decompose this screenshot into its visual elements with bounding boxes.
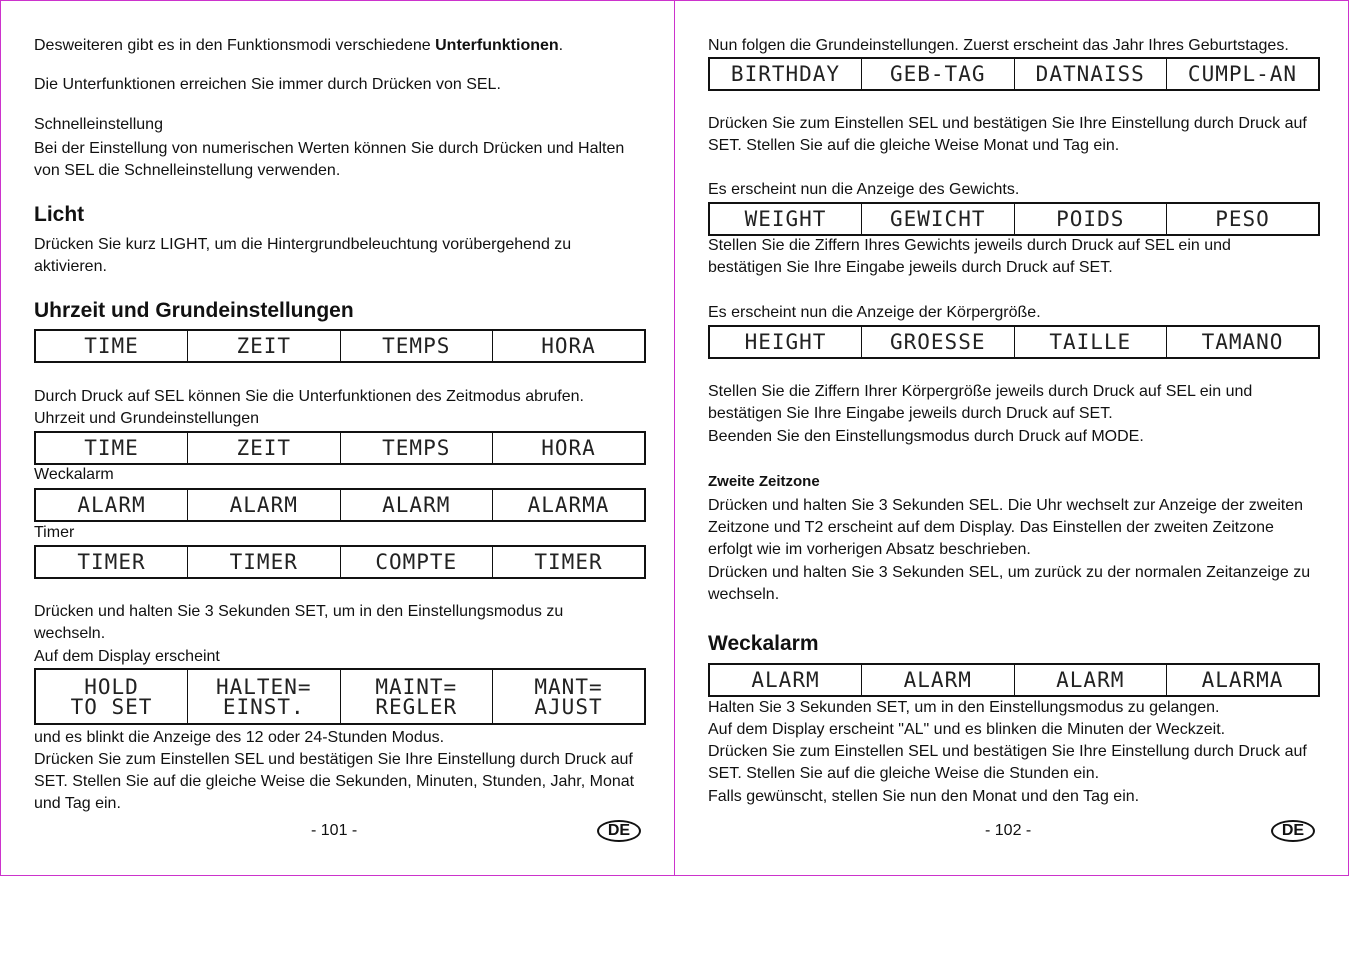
zeitzone-paragraph-1: Drücken und halten Sie 3 Sekunden SEL. Die Uhr wechselt zur Anzeige der zweiten Zeitzone und T2 erscheint auf dem Display. Das Einstellen der zweiten Zeitzone erfolgt wie im vorherigen Absatz beschrieben.: [708, 497, 1304, 558]
schnelleinstellung-text: Bei der Einstellung von numerischen Werten können Sie durch Drücken und Halten von SEL die Schnelleinstellung verwenden.: [34, 140, 625, 179]
einstellen-paragraph: Drücken Sie zum Einstellen SEL und bestätigen Sie Ihre Einstellung durch Druck auf SET. Stellen Sie auf die gleiche Weise die Sekunden, Minuten, Stunden, Jahr, Monat und Tag ein.: [34, 751, 635, 812]
page-number: - 101 -: [311, 822, 358, 839]
lcd-cell: GEB-TAG: [862, 58, 1015, 90]
lcd-table-alarm-right: [708, 663, 1320, 697]
lcd-cell: CUMPL-AN: [1167, 58, 1320, 90]
language-badge: DE: [597, 820, 641, 842]
lcd-cell: BIRTHDAY: [730, 62, 841, 86]
lcd-cell: TEMPS: [340, 330, 493, 362]
lcd-table-hold: [34, 668, 646, 725]
grund-paragraph: Nun folgen die Grundeinstellungen. Zuerst erscheint das Jahr Ihres Geburtstages.: [708, 37, 1289, 54]
gewicht-set-paragraph: Stellen Sie die Ziffern Ihres Gewichts jeweils durch Druck auf SEL ein und bestätigen Sie Ihre Eingabe jeweils durch Druck auf SET.: [708, 237, 1231, 276]
lcd-cell: HOLD TO SET: [70, 674, 153, 719]
gewicht-paragraph: Es erscheint nun die Anzeige des Gewichts.: [708, 181, 1020, 198]
lcd-table-weight: [708, 202, 1320, 236]
label-uhrzeit: Uhrzeit und Grundeinstellungen: [34, 410, 260, 427]
lcd-cell: TIME: [84, 334, 139, 358]
lcd-cell: MANT= AJUST: [493, 669, 646, 724]
lcd-cell: TIMER: [188, 546, 341, 578]
lcd-table-time: [34, 329, 646, 363]
lcd-cell: ALARMA: [1167, 664, 1320, 696]
lcd-table-height: [708, 325, 1320, 359]
lcd-cell: ZEIT: [188, 432, 341, 464]
blinkt-paragraph: und es blinkt die Anzeige des 12 oder 24-Stunden Modus.: [34, 729, 445, 746]
lcd-table-alarm: [34, 488, 646, 522]
sel-paragraph: Durch Druck auf SEL können Sie die Unterfunktionen des Zeitmodus abrufen.: [34, 388, 584, 405]
lcd-cell: GROESSE: [862, 326, 1015, 358]
lcd-cell: TIME: [84, 436, 139, 460]
language-badge: DE: [1271, 820, 1315, 842]
alarm-paragraph-3: Drücken Sie zum Einstellen SEL und bestätigen Sie Ihre Einstellung durch Druck auf SET. Stellen Sie auf die gleiche Weise die Stunden ein.: [708, 743, 1307, 782]
lcd-cell: COMPTE: [340, 546, 493, 578]
alarm-paragraph-4: Falls gewünscht, stellen Sie nun den Monat und den Tag ein.: [708, 788, 1140, 805]
subfunction-paragraph: Die Unterfunktionen erreichen Sie immer durch Drücken von SEL.: [34, 76, 501, 93]
lcd-table-time-2: [34, 431, 646, 465]
beenden-paragraph: Beenden Sie den Einstellungsmodus durch Druck auf MODE.: [708, 428, 1144, 445]
lcd-cell: ALARM: [340, 489, 493, 521]
alarm-paragraph-2: Auf dem Display erscheint "AL" und es blinken die Minuten der Weckzeit.: [708, 721, 1226, 738]
lcd-cell: TIMER: [493, 546, 646, 578]
lcd-cell: PESO: [1167, 203, 1320, 235]
schnelleinstellung-heading: Schnelleinstellung: [34, 116, 163, 133]
lcd-cell: ALARM: [862, 664, 1015, 696]
lcd-cell: HEIGHT: [744, 330, 827, 354]
lcd-cell: TAMANO: [1167, 326, 1320, 358]
lcd-cell: ALARMA: [493, 489, 646, 521]
intro-term: Unterfunktionen: [435, 37, 559, 54]
lcd-cell: HORA: [493, 330, 646, 362]
page-left: [0, 0, 675, 876]
groesse-paragraph: Es erscheint nun die Anzeige der Körpergröße.: [708, 304, 1041, 321]
lcd-table-birthday: [708, 57, 1320, 91]
licht-heading: Licht: [34, 203, 85, 226]
lcd-cell: TEMPS: [340, 432, 493, 464]
lcd-cell: TIMER: [77, 550, 146, 574]
intro-end: .: [558, 37, 564, 54]
zeitzone-paragraph-2: Drücken und halten Sie 3 Sekunden SEL, um zurück zu der normalen Zeitanzeige zu wechseln.: [708, 564, 1311, 603]
lcd-cell: WEIGHT: [744, 207, 827, 231]
zeitzone-heading: Zweite Zeitzone: [708, 473, 820, 490]
page-right: [674, 0, 1349, 876]
intro-paragraph: [34, 35, 646, 57]
lcd-cell: HALTEN= EINST.: [188, 669, 341, 724]
lcd-cell: ALARM: [751, 668, 820, 692]
lcd-cell: ALARM: [77, 493, 146, 517]
weckalarm-heading: Weckalarm: [708, 632, 819, 655]
monat-paragraph: Drücken Sie zum Einstellen SEL und bestätigen Sie Ihre Einstellung durch Druck auf SET. Stellen Sie auf die gleiche Weise Monat und Tag ein.: [708, 115, 1307, 154]
lcd-cell: GEWICHT: [862, 203, 1015, 235]
lcd-cell: ZEIT: [188, 330, 341, 362]
lcd-cell: POIDS: [1014, 203, 1167, 235]
uhrzeit-heading: Uhrzeit und Grundeinstellungen: [34, 299, 354, 322]
set-paragraph: Drücken und halten Sie 3 Sekunden SET, um in den Einstellungsmodus zu wechseln.: [34, 603, 564, 642]
alarm-paragraph-1: Halten Sie 3 Sekunden SET, um in den Einstellungsmodus zu gelangen.: [708, 699, 1220, 716]
label-weckalarm: Weckalarm: [34, 466, 114, 483]
licht-text: Drücken Sie kurz LIGHT, um die Hintergrundbeleuchtung vorübergehend zu aktivieren.: [34, 236, 572, 275]
lcd-cell: TAILLE: [1014, 326, 1167, 358]
lcd-cell: ALARM: [1014, 664, 1167, 696]
groesse-set-paragraph: Stellen Sie die Ziffern Ihrer Körpergröße jeweils durch Druck auf SEL ein und bestätigen Sie Ihre Eingabe jeweils durch Druck auf SET.: [708, 383, 1253, 422]
lcd-cell: ALARM: [188, 489, 341, 521]
lcd-table-timer: [34, 545, 646, 579]
lcd-cell: DATNAISS: [1014, 58, 1167, 90]
intro-text: Desweiteren gibt es in den Funktionsmodi verschiedene: [34, 37, 436, 54]
lcd-cell: MAINT= REGLER: [340, 669, 493, 724]
page-number: - 102 -: [985, 822, 1032, 839]
label-timer: Timer: [34, 524, 75, 541]
display-paragraph: Auf dem Display erscheint: [34, 648, 220, 665]
lcd-cell: HORA: [493, 432, 646, 464]
